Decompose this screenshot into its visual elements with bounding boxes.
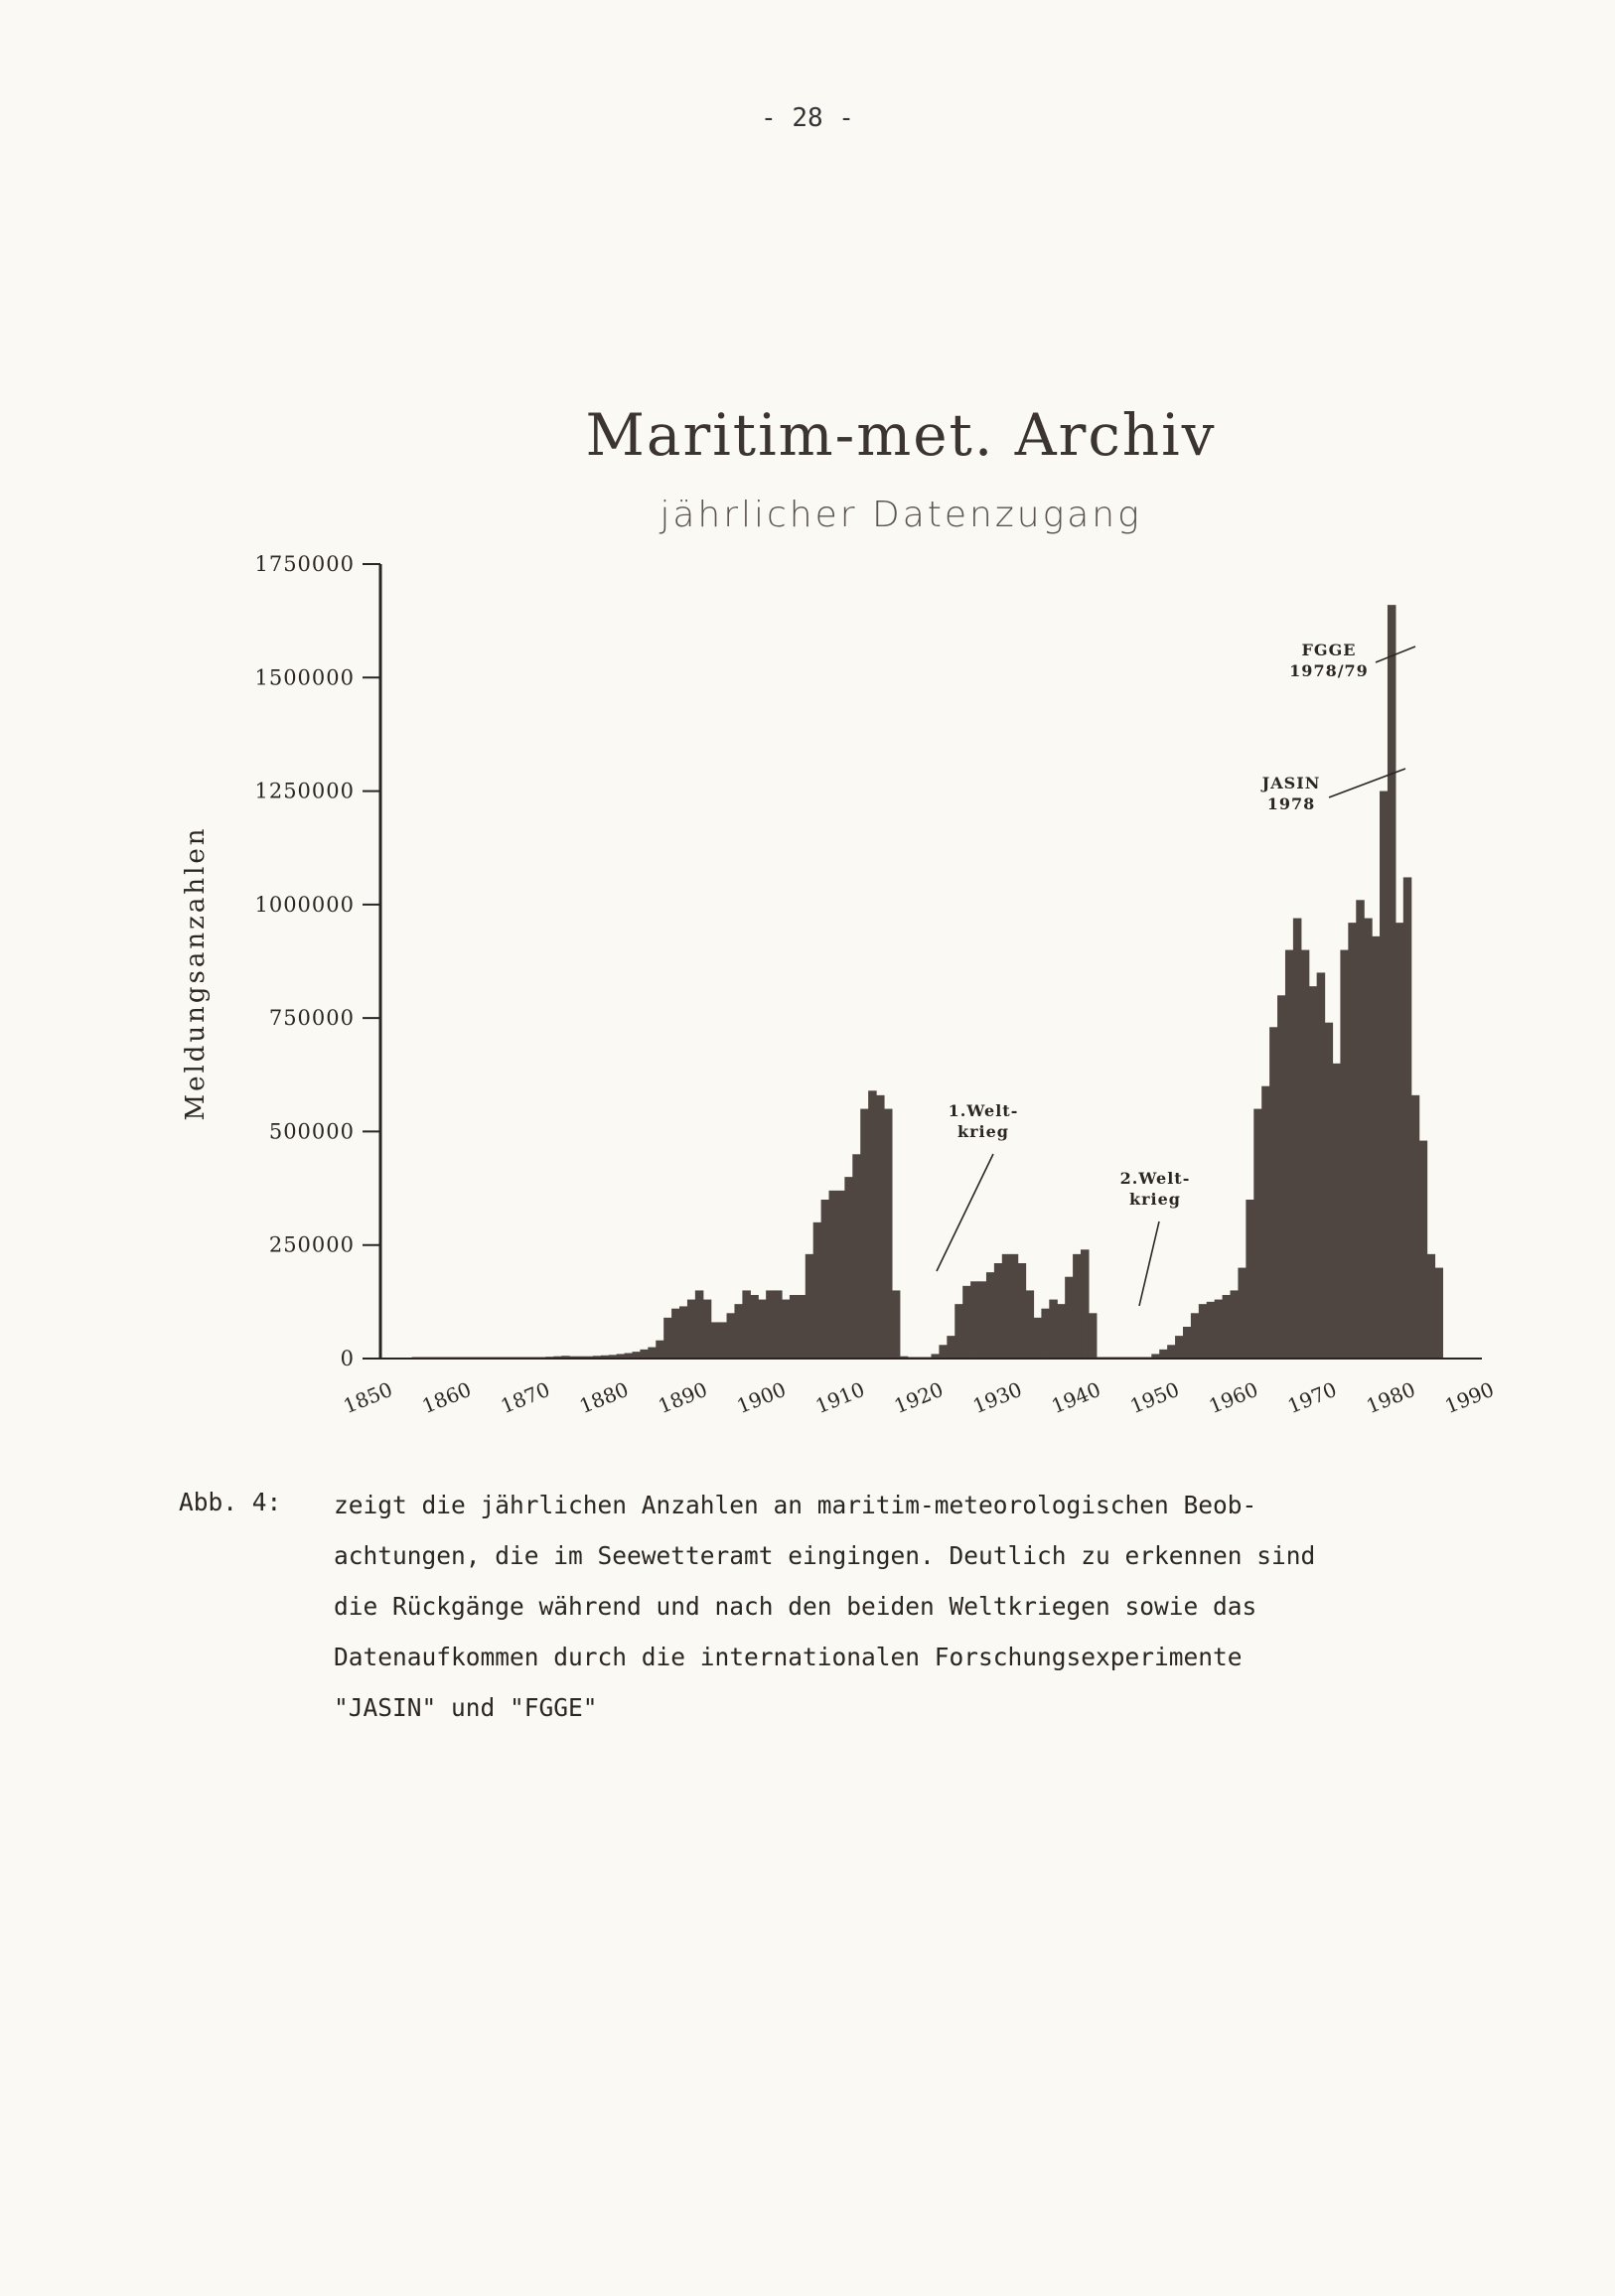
annotation-label: 1978/79	[1289, 661, 1369, 680]
bar	[1081, 1249, 1090, 1359]
bar	[954, 1304, 963, 1359]
bar	[1183, 1327, 1192, 1359]
bar	[1159, 1350, 1168, 1359]
bar	[892, 1290, 901, 1359]
bar	[742, 1290, 751, 1359]
bar	[663, 1318, 672, 1359]
bar	[1419, 1141, 1428, 1359]
figure-caption-text: zeigt die jährlichen Anzahlen an maritim-meteorologischen Beob- achtungen, die im Seewetteramt eingingen. Deutlich zu erkennen sind die Rückgänge während und nach den beiden Weltkriegen sowie das Datenaufkommen durch die internationalen Forschungsexperimente "JASIN" und "FGGE"	[334, 1491, 1316, 1722]
bar	[1026, 1290, 1035, 1359]
bar	[1411, 1095, 1420, 1359]
bar	[719, 1322, 728, 1359]
bar	[1175, 1336, 1184, 1359]
x-tick-label: 1940	[1048, 1376, 1104, 1419]
bar	[687, 1300, 696, 1359]
bar	[1073, 1254, 1082, 1359]
bar	[758, 1300, 767, 1359]
bar	[640, 1350, 649, 1359]
bar	[884, 1109, 893, 1359]
x-tick-label: 1880	[575, 1376, 633, 1419]
bar	[1049, 1300, 1058, 1359]
x-tick-label: 1910	[811, 1376, 868, 1419]
bar	[844, 1177, 853, 1359]
bar	[1403, 877, 1412, 1359]
bar	[1364, 919, 1373, 1359]
bar	[1246, 1200, 1254, 1359]
bar	[1380, 791, 1389, 1359]
bar	[1325, 1023, 1334, 1359]
bar	[750, 1295, 759, 1359]
bar	[1301, 950, 1310, 1359]
x-tick-label: 1890	[655, 1376, 711, 1419]
bar	[978, 1281, 987, 1359]
annotation-label: 1978	[1266, 794, 1316, 813]
bar	[1427, 1254, 1436, 1359]
y-tick-label: 1500000	[254, 665, 355, 690]
annotation-label: krieg	[957, 1122, 1009, 1141]
bar	[656, 1341, 664, 1359]
bar	[1395, 923, 1404, 1359]
bar	[994, 1263, 1003, 1359]
chart-subtitle: jährlicher Datenzugang	[660, 495, 1142, 535]
bar-series	[412, 605, 1443, 1359]
bar	[947, 1336, 955, 1359]
bar	[868, 1090, 877, 1359]
x-tick-label: 1990	[1441, 1376, 1498, 1419]
bar	[813, 1222, 822, 1359]
bar	[806, 1254, 814, 1359]
x-tick-label: 1850	[340, 1376, 396, 1419]
bar	[829, 1191, 838, 1359]
x-tick-label: 1970	[1283, 1376, 1341, 1419]
bar	[1199, 1304, 1208, 1359]
bar	[1223, 1295, 1232, 1359]
bar	[836, 1191, 845, 1359]
bar	[1231, 1290, 1240, 1359]
bar	[1033, 1318, 1042, 1359]
bar	[1277, 995, 1286, 1359]
bar	[1018, 1263, 1027, 1359]
bar	[790, 1295, 799, 1359]
y-tick-label: 1250000	[254, 779, 355, 803]
bar	[1434, 1268, 1443, 1359]
bar	[1332, 1064, 1341, 1359]
bar	[703, 1300, 712, 1359]
x-tick-label: 1860	[418, 1376, 475, 1419]
y-tick-label: 1750000	[254, 552, 355, 576]
x-tick-label: 1900	[733, 1376, 790, 1419]
annotation-label: JASIN	[1261, 774, 1321, 792]
bar	[1253, 1109, 1262, 1359]
bar	[1269, 1027, 1278, 1359]
figure-caption-label: Abb. 4:	[179, 1488, 282, 1516]
bar	[1002, 1254, 1011, 1359]
bar	[1207, 1302, 1216, 1359]
annotation-label: 2.Welt-	[1119, 1169, 1191, 1188]
bar	[1041, 1309, 1050, 1359]
annotation-leader-line	[937, 1154, 993, 1271]
bar	[1191, 1313, 1200, 1359]
bar	[679, 1306, 688, 1359]
x-axis-ticks	[340, 1377, 1497, 1418]
x-tick-label: 1980	[1363, 1376, 1419, 1419]
y-tick-label: 250000	[268, 1232, 355, 1257]
bar	[986, 1272, 995, 1359]
y-axis-ticks	[254, 552, 380, 1370]
annotation-label: FGGE	[1301, 641, 1357, 659]
bar	[1089, 1313, 1098, 1359]
y-tick-label: 500000	[268, 1119, 355, 1144]
bar	[695, 1290, 704, 1359]
bar	[774, 1290, 783, 1359]
x-tick-label: 1870	[497, 1376, 553, 1419]
bar	[821, 1200, 830, 1359]
bar	[1388, 605, 1396, 1359]
bar	[1238, 1268, 1247, 1359]
bar	[876, 1095, 885, 1359]
bar	[1340, 950, 1349, 1359]
y-tick-label: 0	[340, 1347, 355, 1370]
bar	[1215, 1300, 1224, 1359]
bar	[1285, 950, 1294, 1359]
bar	[632, 1352, 641, 1359]
bar	[1348, 923, 1357, 1359]
y-tick-label: 750000	[268, 1006, 355, 1031]
annotation-leader-line	[1139, 1221, 1159, 1306]
x-tick-label: 1930	[968, 1376, 1026, 1419]
bar	[782, 1300, 791, 1359]
y-axis-label: Meldungsanzahlen	[181, 825, 211, 1121]
bar	[766, 1290, 775, 1359]
bar	[1293, 919, 1302, 1359]
bar	[860, 1109, 869, 1359]
bar	[648, 1348, 657, 1359]
bar	[1317, 972, 1326, 1359]
bar	[1261, 1086, 1270, 1359]
page-number: - 28 -	[761, 103, 854, 133]
bar	[1065, 1277, 1074, 1359]
bar	[852, 1154, 861, 1359]
chart-title: Maritim-met. Archiv	[585, 401, 1217, 469]
annotation-label: 1.Welt-	[948, 1101, 1019, 1120]
annotation-label: krieg	[1129, 1190, 1181, 1209]
bar	[671, 1309, 680, 1359]
bar	[1010, 1254, 1019, 1359]
y-tick-label: 1000000	[254, 892, 355, 917]
bar	[970, 1281, 979, 1359]
bar	[711, 1322, 720, 1359]
bar	[798, 1295, 807, 1359]
bar	[1356, 900, 1365, 1359]
x-tick-label: 1960	[1205, 1376, 1261, 1419]
bar	[1167, 1345, 1176, 1359]
bar	[939, 1345, 948, 1359]
bar	[1057, 1304, 1066, 1359]
bar	[1372, 936, 1381, 1359]
bar	[1309, 986, 1318, 1359]
bar	[727, 1313, 736, 1359]
x-tick-label: 1920	[890, 1376, 947, 1419]
bar	[962, 1286, 971, 1359]
bar	[734, 1304, 743, 1359]
x-tick-label: 1950	[1126, 1376, 1183, 1419]
